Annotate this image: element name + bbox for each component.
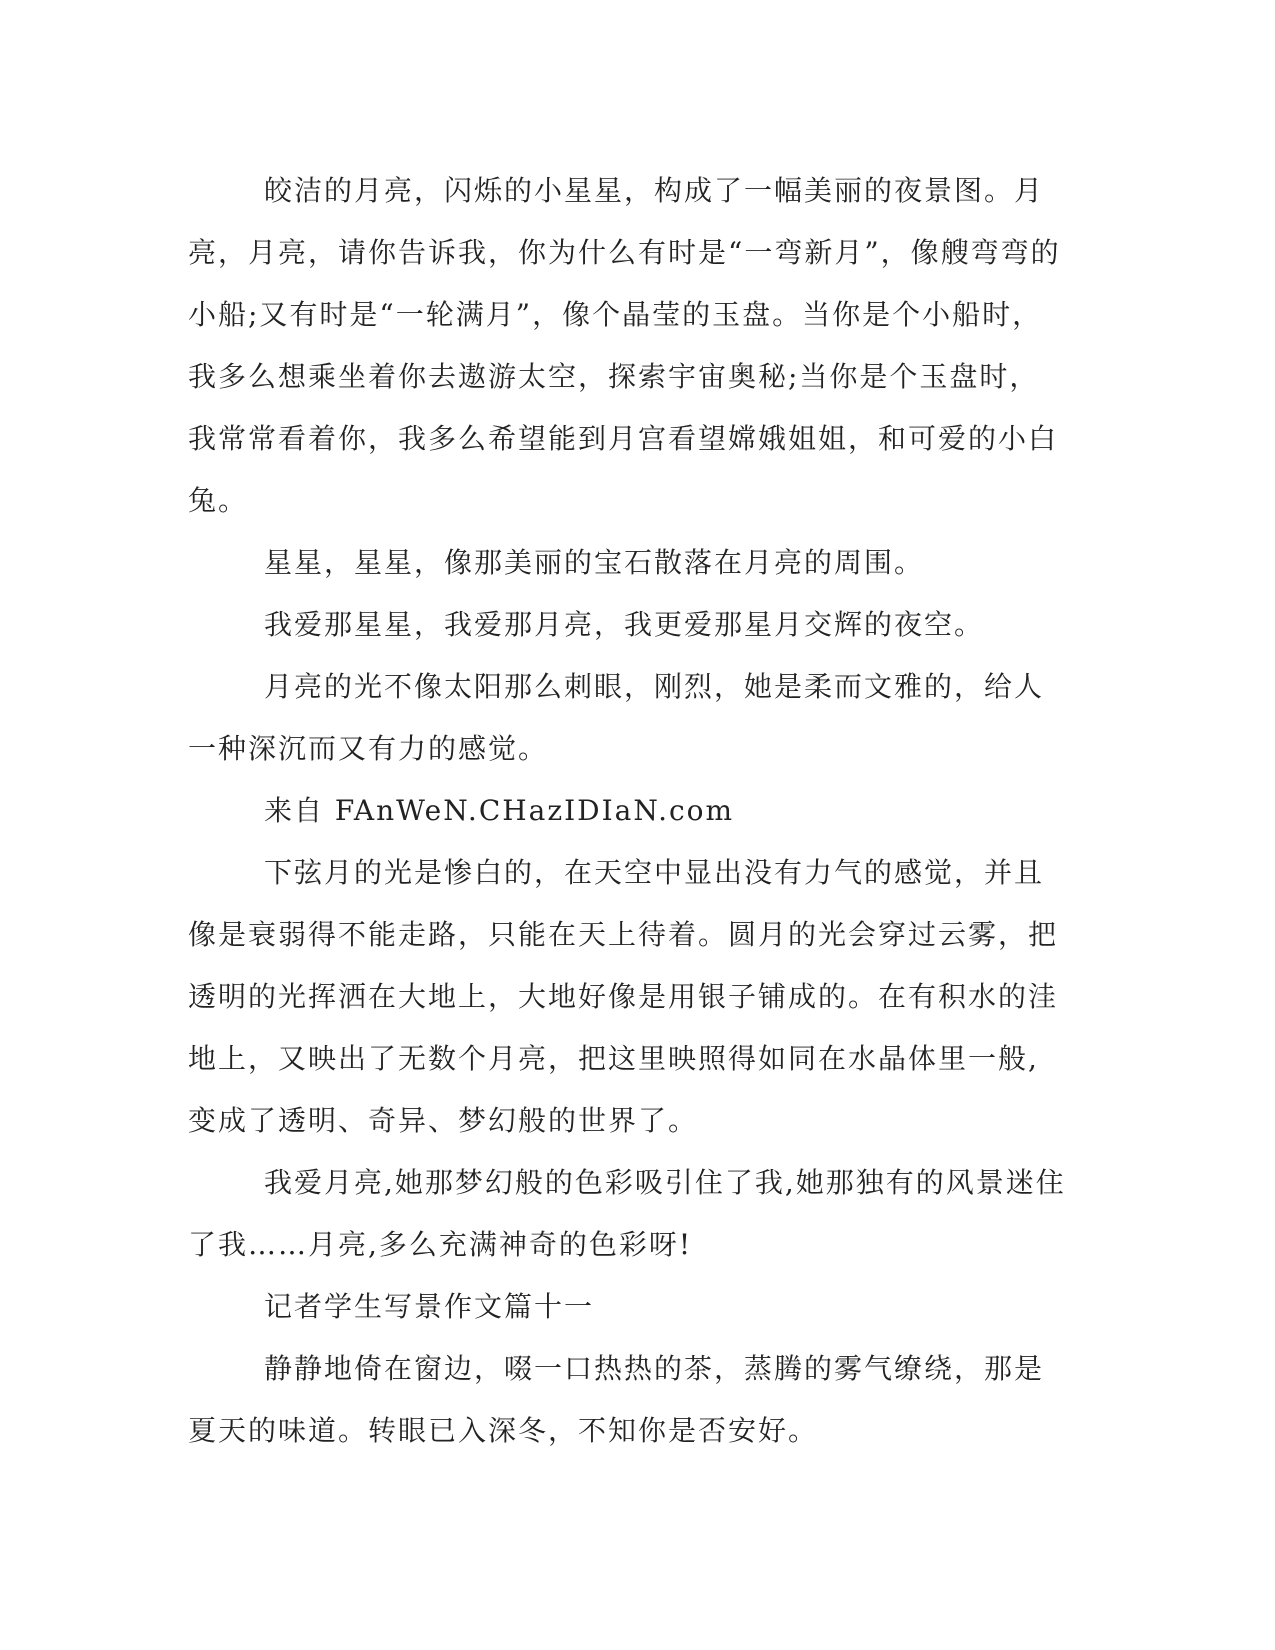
paragraph-waning-moon: 下弦月的光是惨白的，在天空中显出没有力气的感觉，并且像是衰弱得不能走路，只能在天上待着。圆月的光会穿过云雾，把透明的光挥洒在大地上，大地好像是用银子铺成的。在有积水的洼地上，又映出了无数个月亮，把这里映照得如同在水晶体里一般,变成了透明、奇异、梦幻般的世界了。 — [188, 856, 1059, 1137]
paragraph-stars: 星星，星星，像那美丽的宝石散落在月亮的周围。 — [264, 546, 925, 579]
paragraph-love-sky: 我爱那星星，我爱那月亮，我更爱那星月交辉的夜空。 — [264, 608, 985, 641]
paragraph-love-moon: 我爱月亮,她那梦幻般的色彩吸引住了我,她那独有的风景迷住了我……月亮,多么充满神奇的色彩呀! — [188, 1166, 1066, 1261]
document-body — [188, 160, 1068, 1462]
paragraph-moon-night: 皎洁的月亮，闪烁的小星星，构成了一幅美丽的夜景图。月亮，月亮，请你告诉我，你为什么有时是“一弯新月”，像艘弯弯的小船;又有时是“一轮满月”，像个晶莹的玉盘。当你是个小船时，我多么想乘坐着你去遨游太空，探索宇宙奥秘;当你是个玉盘时，我常常看着你，我多么希望能到月宫看望嫦娥姐姐，和可爱的小白兔。 — [188, 174, 1061, 517]
paragraph-window-tea: 静静地倚在窗边，啜一口热热的茶，蒸腾的雾气缭绕，那是夏天的味道。转眼已入深冬，不知你是否安好。 — [188, 1352, 1045, 1447]
section-heading: 记者学生写景作文篇十一 — [264, 1290, 595, 1323]
source-line: 来自 FAnWeN.CHazIDIaN.com — [264, 794, 735, 827]
paragraph-moonlight: 月亮的光不像太阳那么刺眼，刚烈，她是柔而文雅的，给人一种深沉而又有力的感觉。 — [188, 670, 1045, 765]
